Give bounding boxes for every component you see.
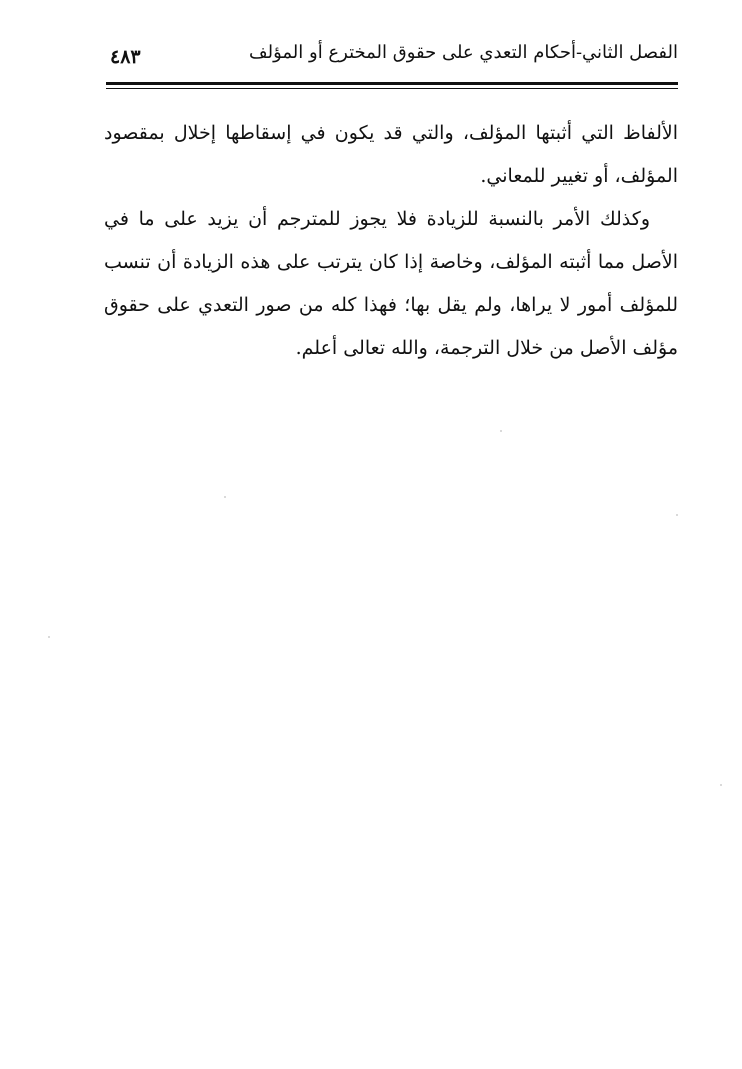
page-number: ٤٨٣ — [110, 46, 141, 68]
chapter-title: الفصل الثاني-أحكام التعدي على حقوق المخترع أو المؤلف — [248, 42, 678, 63]
header-rule-thin — [106, 88, 678, 89]
scan-speck — [500, 430, 502, 432]
paragraph: الألفاظ التي أثبتها المؤلف، والتي قد يكون في إسقاطها إخلال بمقصود المؤلف، أو تغيير للمعاني. — [104, 122, 678, 187]
paragraph: وكذلك الأمر بالنسبة للزيادة فلا يجوز للمترجم أن يزيد على ما في الأصل مما أثبته المؤلف، وخاصة إذا كان يترتب على هذه الزيادة أن تنسب للمؤلف أمور لا يراها، ولم يقل بها؛ فهذا كله من صور التعدي على حقوق مؤلف الأصل من خلال الترجمة، والله تعالى أعلم. — [104, 208, 678, 359]
running-header — [106, 38, 678, 78]
scan-speck — [676, 514, 678, 516]
body-text — [104, 112, 678, 370]
scan-speck — [720, 784, 722, 786]
scan-speck — [224, 496, 226, 498]
scan-speck — [48, 636, 50, 638]
header-rule-thick — [106, 82, 678, 85]
